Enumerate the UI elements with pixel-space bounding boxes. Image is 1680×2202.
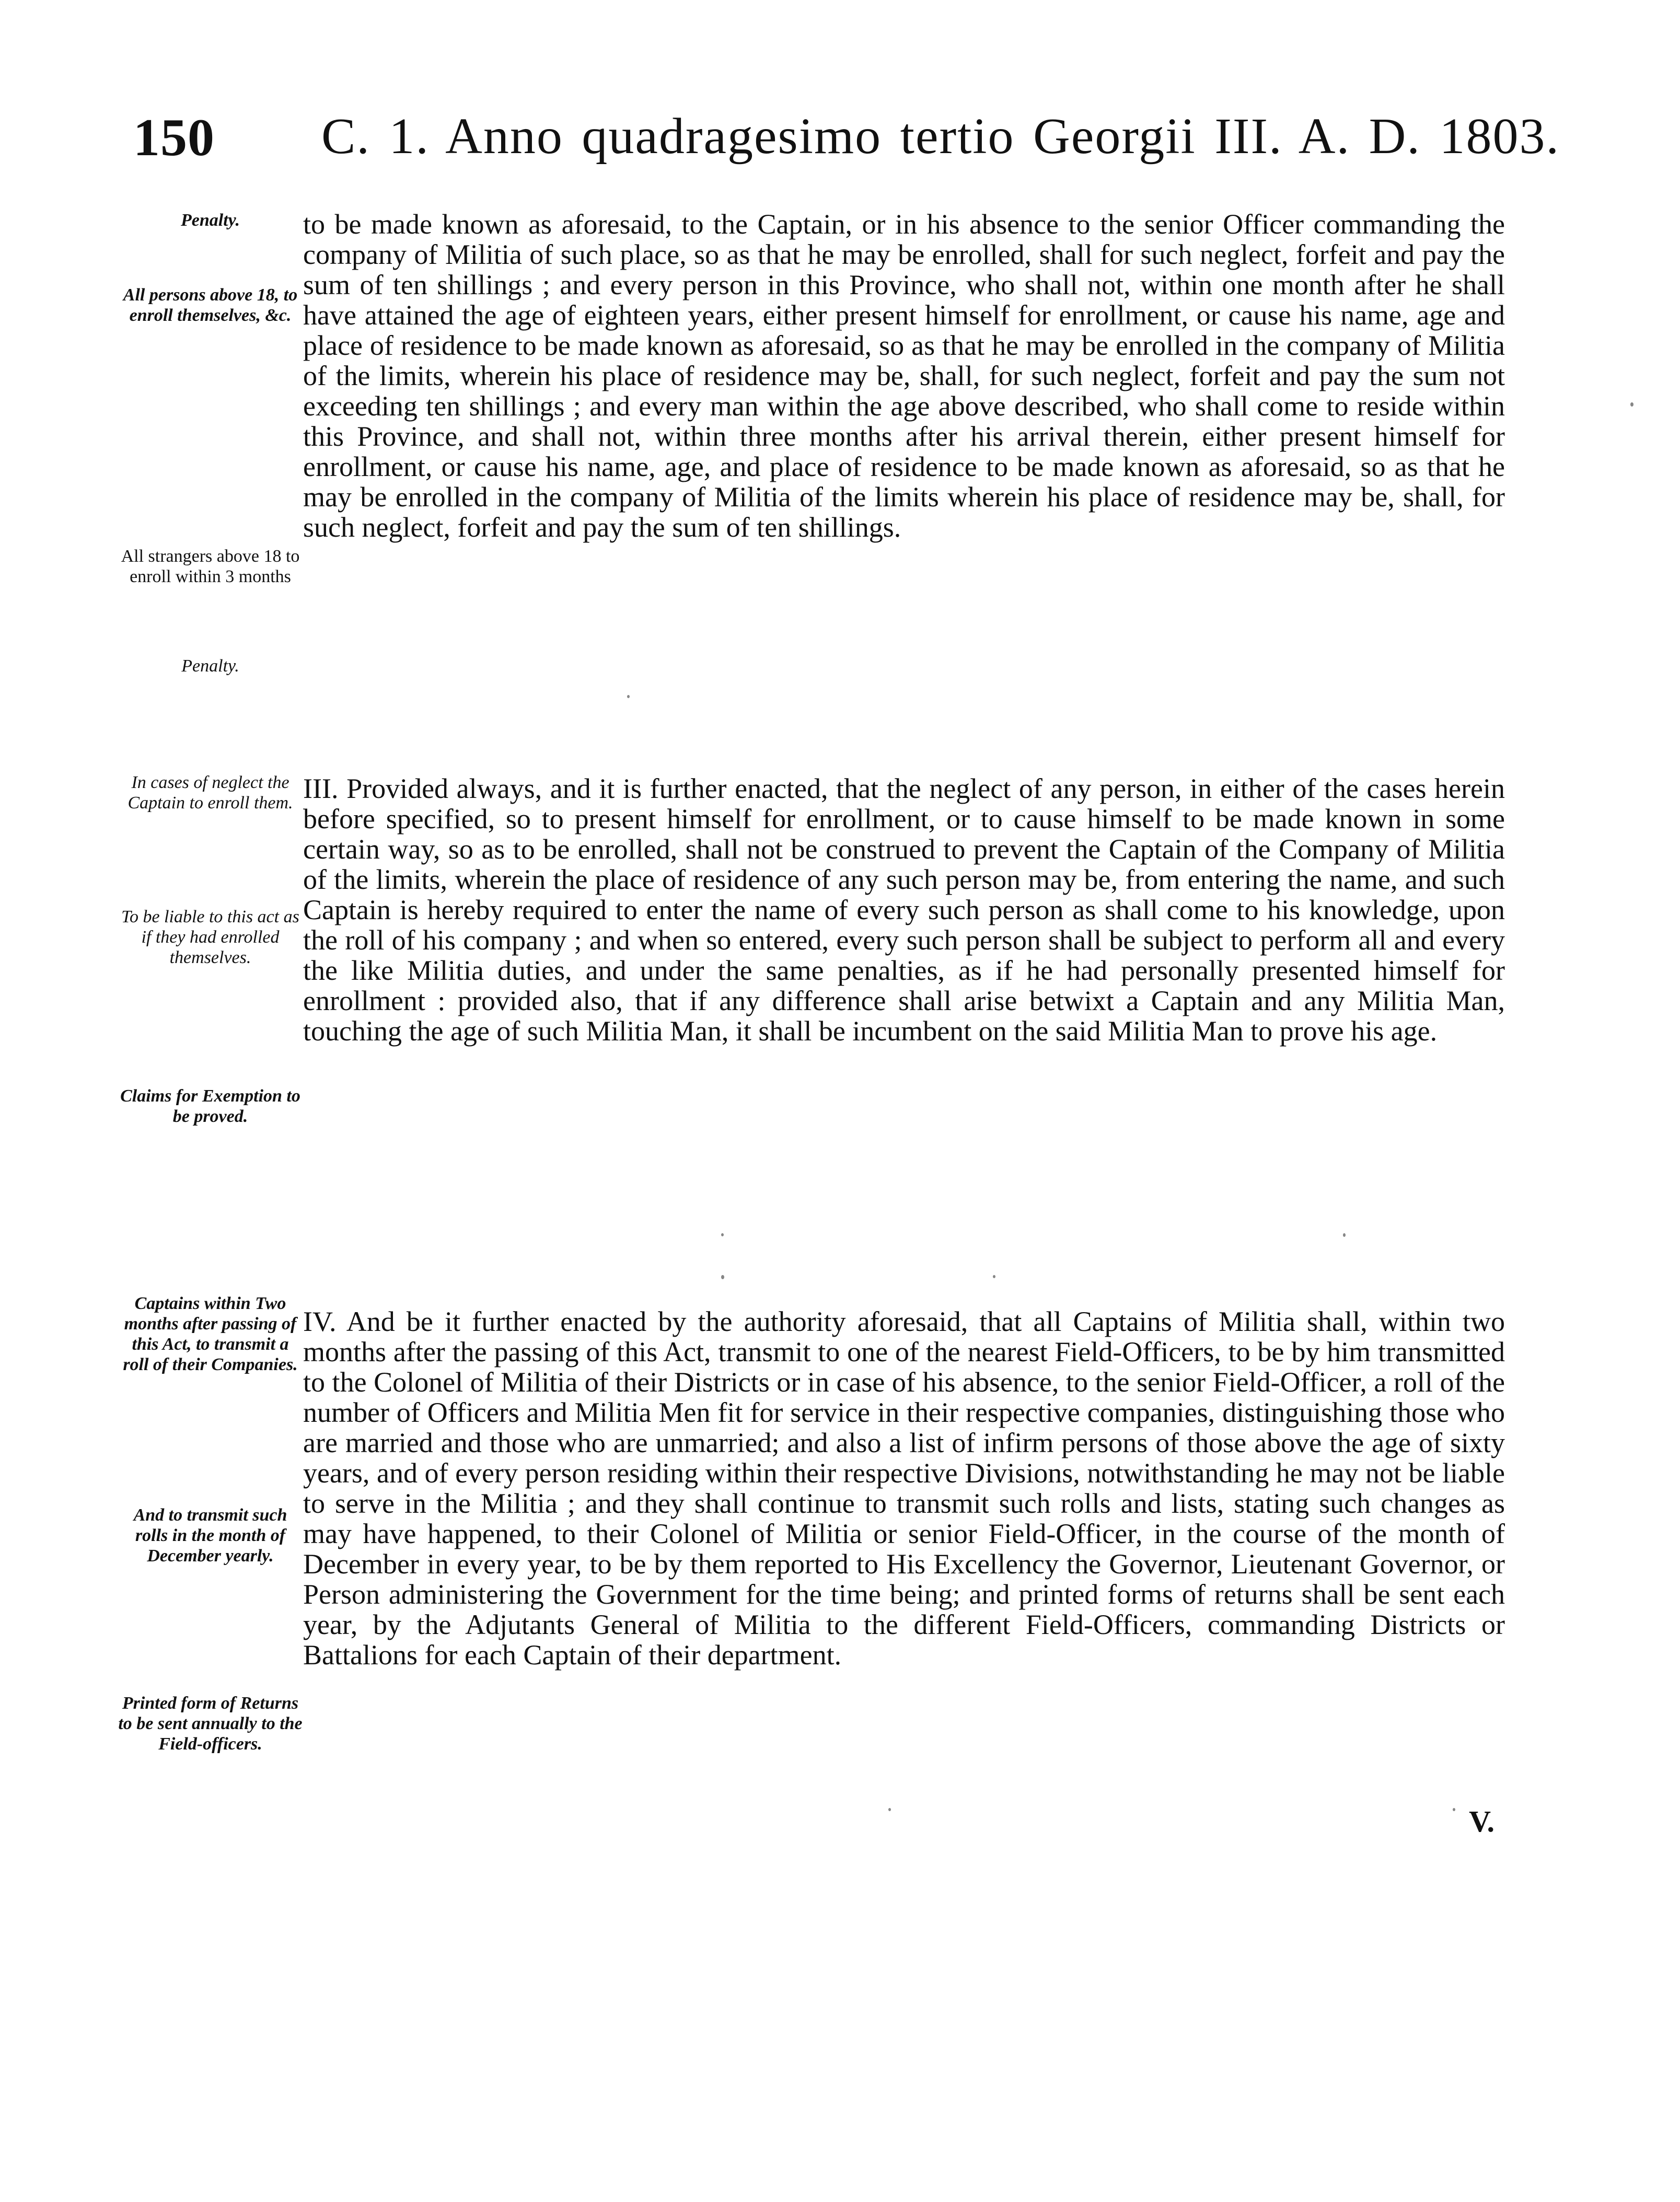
section-enrollment-text: to be made known as aforesaid, to the Captain, or in his absence to the senior Officer commanding the company of Militia of such place, so as that he may be enrolled, shall for such neglect, forfeit and pay the sum of ten shillings ; and every person in this Province, who shall not, within one month after he shall have attained the age of eighteen years, either present himself for enrollment, or cause his name, age and place of residence to be made known as aforesaid, so as that he may be enrolled in the company of Militia of the limits, wherein his place of residence may be, shall, for such neglect, forfeit and pay the sum not exceeding ten shillings ; and every man within the age above described, who shall come to reside within this Province, and shall not, within three months after his arrival therein, either present himself for enrollment, or cause his name, age, and place of residence to be made known as aforesaid, so as that he may be enrolled in the company of Militia of the limits wherein his place of residence may be, shall, for such neglect, forfeit and pay the sum of ten shillings.	[303, 208, 1505, 543]
catchword: V.	[1469, 1804, 1494, 1838]
margin-note-penalty-2: Penalty.	[181, 656, 239, 676]
margin-note-persons-above-18: All persons above 18, to enroll themselves, &c.	[123, 285, 298, 325]
margin-note-strangers: All strangers above 18 to enroll within 3 months	[121, 547, 300, 586]
section-iii-text: III. Provided always, and it is further enacted, that the neglect of any person, in either of the cases herein before specified, so to present himself for enrollment, or to cause himself to be made known in some certain way, so as to be enrolled, shall not be construed to prevent the Captain of the Company of Militia of the limits, wherein the place of residence of any such person may be, from entering the name, and such Captain is hereby required to enter the name of every such person as shall come to his knowledge, upon the roll of his company ; and when so entered, every such person shall be subject to perform all and every the like Militia duties, and under the same penalties, as if he had personally presented himself for enrollment : provided also, that if any difference shall arise betwixt a Captain and any Militia Man, touching the age of such Militia Man, it shall be incumbent on the said Militia Man to prove his age.	[303, 773, 1505, 1047]
margin-note-liable: To be liable to this act as if they had enrolled themselves.	[121, 907, 299, 967]
section-enrollment-penalties	[303, 209, 1505, 690]
margin-note-penalty-1: Penalty.	[181, 211, 240, 230]
scan-speck	[721, 1275, 724, 1279]
scan-speck	[993, 1275, 995, 1278]
scan-speck	[1453, 1808, 1455, 1811]
margin-note-exemption: Claims for Exemption to be proved.	[120, 1086, 300, 1126]
running-head: C. 1. Anno quadragesimo tertio Georgii III. A. D. 1803.	[321, 108, 1560, 165]
margin-note-printed-forms: Printed form of Returns to be sent annually to the Field-officers.	[118, 1694, 303, 1754]
section-iv	[303, 1306, 1505, 1787]
scan-speck	[1630, 402, 1633, 407]
scan-speck	[627, 695, 630, 698]
page-header	[133, 107, 1560, 180]
section-iv-text: IV. And be it further enacted by the authority aforesaid, that all Captains of Militia shall, within two months after the passing of this Act, transmit to one of the nearest Field-Officers, to be by him transmitted to the Colonel of Militia of their Districts or in case of his absence, to the senior Field-Officer, a roll of the number of Officers and Militia Men fit for service in their respective companies, distinguishing those who are married and those who are unmarried; and also a list of infirm persons of those above the age of sixty years, and of every person residing within their respective Divisions, notwithstanding he may not be liable to serve in the Militia ; and they shall continue to transmit such rolls and lists, stating such changes as may have happened, to their Colonel of Militia or senior Field-Officer, in the course of the month of December in every year, to be by them reported to His Excellency the Governor, Lieutenant Governor, or Person administering the Government for the time being; and printed forms of returns shall be sent each year, by the Adjutants General of Militia to the different Field-Officers, commanding Districts or Battalions for each Captain of their department.	[303, 1306, 1505, 1671]
margin-note-neglect-captain: In cases of neglect the Captain to enroll them.	[128, 773, 293, 813]
scan-speck	[888, 1808, 891, 1811]
scan-speck	[1343, 1233, 1346, 1237]
scan-speck	[721, 1233, 724, 1236]
margin-note-december: And to transmit such rolls in the month of December yearly.	[133, 1505, 287, 1566]
page-number: 150	[133, 108, 215, 167]
section-iii	[303, 773, 1505, 1202]
margin-note-captains-roll: Captains within Two months after passing of this Act, to transmit a roll of their Companies.	[123, 1294, 298, 1374]
